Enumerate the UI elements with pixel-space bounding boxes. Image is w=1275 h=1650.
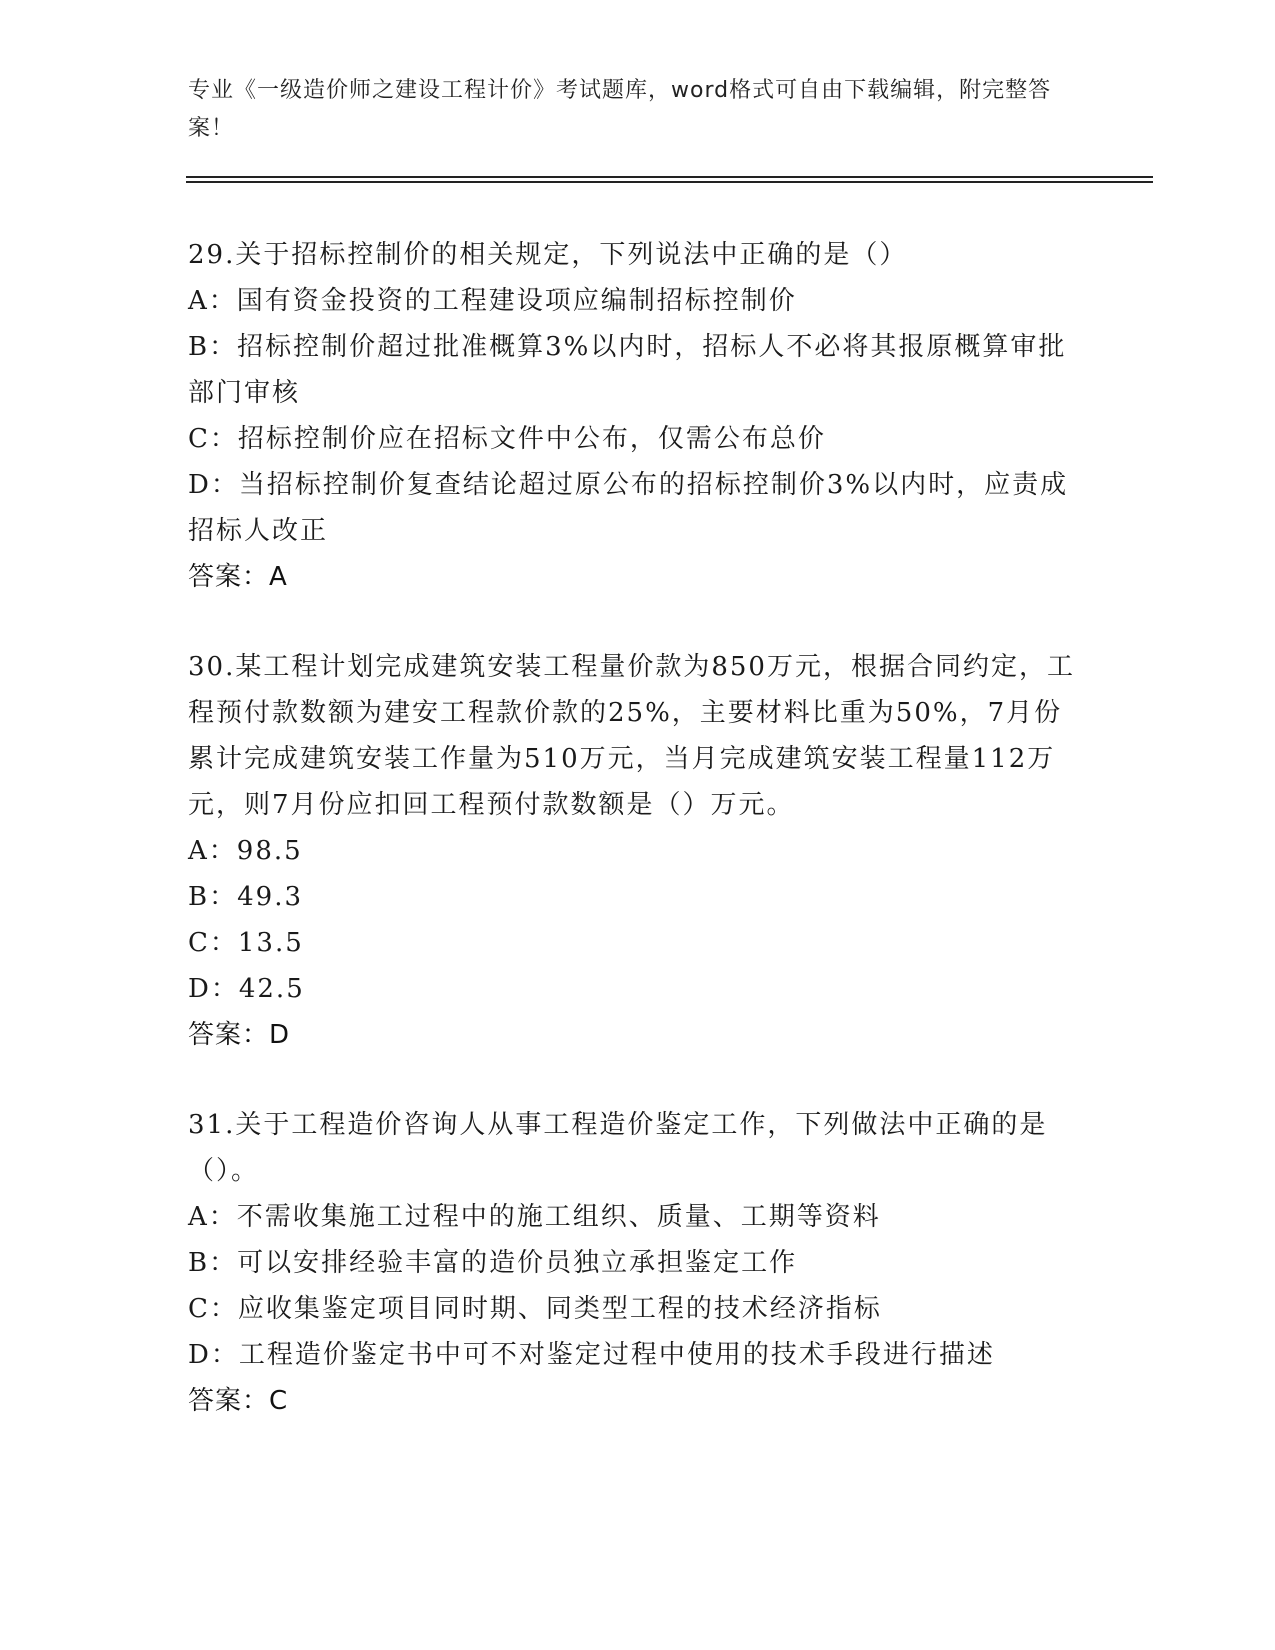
answer: 答案：A	[188, 562, 288, 592]
option-b: B：49.3	[188, 882, 303, 912]
option-b: B：招标控制价超过批准概算3%以内时，招标人不必将其报原概算审批部门审核	[188, 332, 1067, 408]
header-divider-bottom	[186, 181, 1153, 183]
option-a: A：不需收集施工过程中的施工组织、质量、工期等资料	[188, 1202, 881, 1232]
question-29	[188, 232, 1088, 600]
option-c: C：13.5	[188, 928, 304, 958]
question-31	[188, 1102, 1088, 1424]
option-a: A：98.5	[188, 836, 303, 866]
option-c: C：招标控制价应在招标文件中公布，仅需公布总价	[188, 424, 826, 454]
document-header: 专业《一级造价师之建设工程计价》考试题库，word格式可自由下载编辑，附完整答案！	[188, 78, 1052, 141]
question-text: 29.关于招标控制价的相关规定，下列说法中正确的是（）	[188, 240, 908, 270]
option-b: B：可以安排经验丰富的造价员独立承担鉴定工作	[188, 1248, 798, 1278]
option-a: A：国有资金投资的工程建设项应编制招标控制价	[188, 286, 797, 316]
question-30	[188, 644, 1088, 1058]
option-d: D：工程造价鉴定书中可不对鉴定过程中使用的技术手段进行描述	[188, 1340, 995, 1370]
question-text: 31.关于工程造价咨询人从事工程造价鉴定工作，下列做法中正确的是（）。	[188, 1110, 1048, 1186]
option-d: D：当招标控制价复查结论超过原公布的招标控制价3%以内时，应责成招标人改正	[188, 470, 1069, 546]
question-list	[188, 232, 1088, 1468]
answer: 答案：D	[188, 1020, 291, 1050]
question-text: 30.某工程计划完成建筑安装工程量价款为850万元，根据合同约定，工程预付款数额为建安工程款价款的25%，主要材料比重为50%，7月份累计完成建筑安装工作量为510万元，当月完成建筑安装工程量112万元，则7月份应扣回工程预付款数额是（）万元。	[188, 652, 1075, 820]
option-c: C：应收集鉴定项目同时期、同类型工程的技术经济指标	[188, 1294, 882, 1324]
header-divider-top	[186, 176, 1153, 178]
option-d: D：42.5	[188, 974, 305, 1004]
answer: 答案：C	[188, 1386, 289, 1416]
